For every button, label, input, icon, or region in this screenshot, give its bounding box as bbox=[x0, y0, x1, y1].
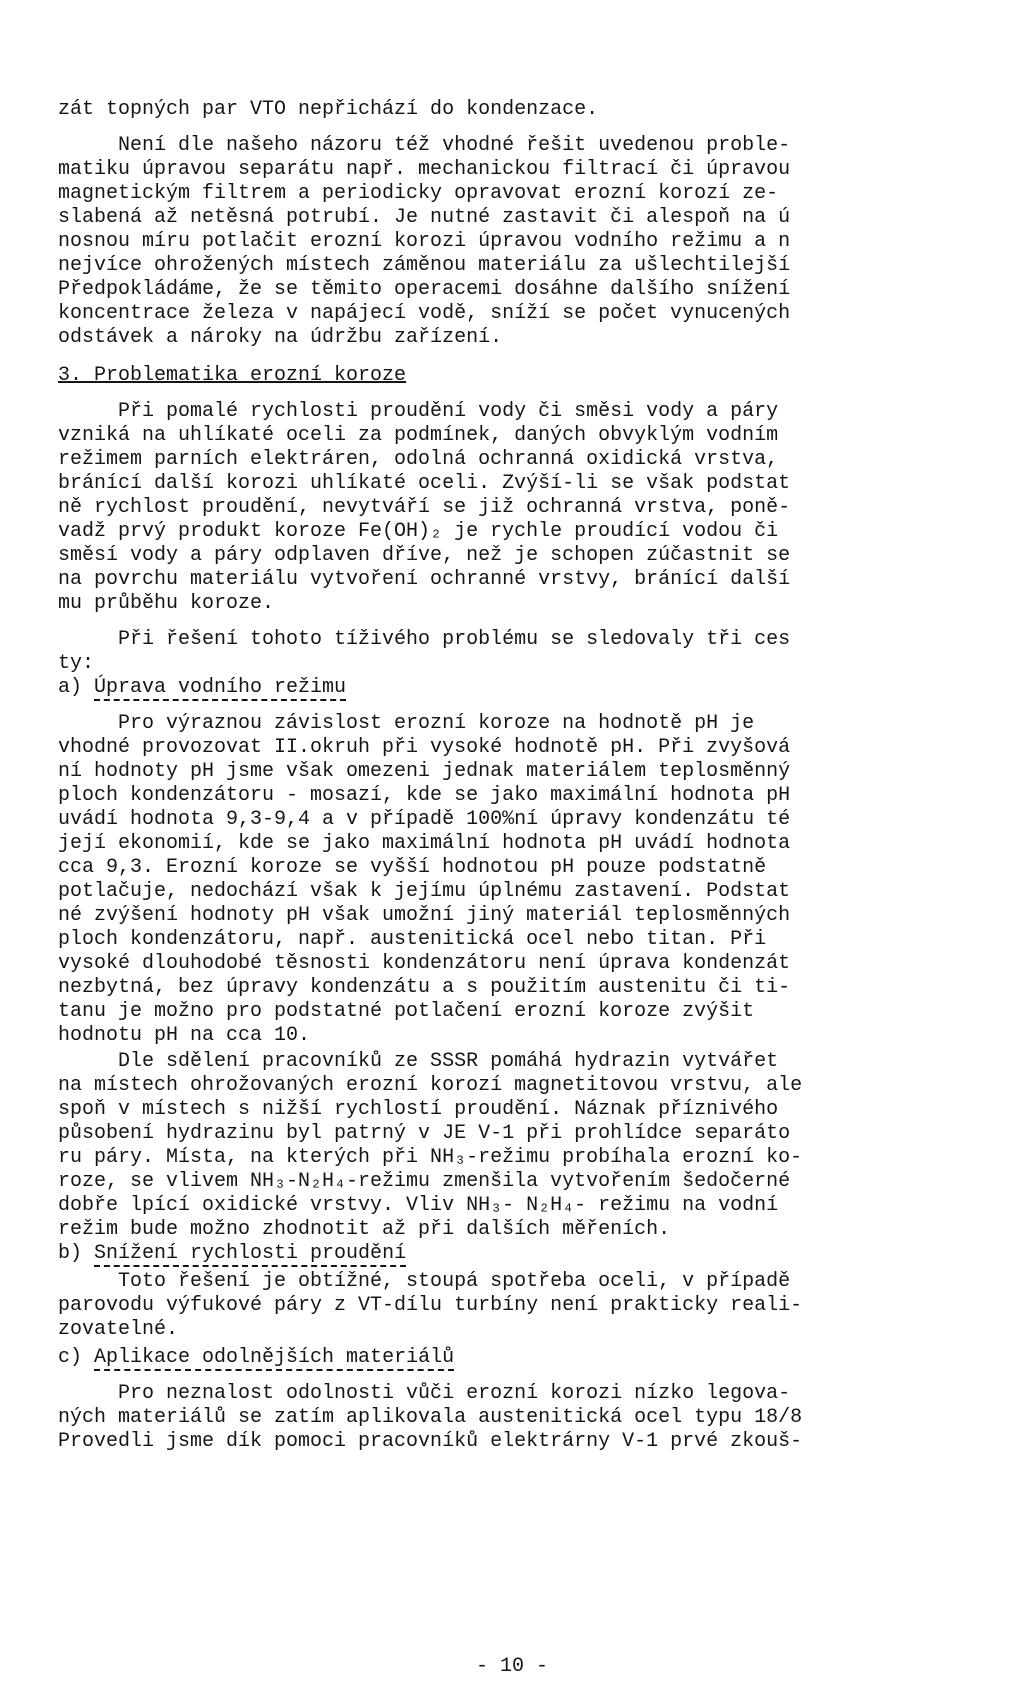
intro-paragraph bbox=[58, 98, 1024, 122]
text-line: na místech ohrožovaných erozní korozí magnetitovou vrstvu, ale bbox=[58, 1074, 803, 1097]
text-line: tanu je možno pro podstatné potlačení erozní koroze zvýšit bbox=[58, 1000, 755, 1023]
text-line: vzniká na uhlíkaté oceli za podmínek, daných obvyklým vodním bbox=[58, 424, 779, 447]
item-c-title: Aplikace odolnějších materiálů bbox=[94, 1346, 455, 1369]
text-line: vadž prvý produkt koroze Fe(OH)₂ je rychle proudící vodou či bbox=[58, 520, 779, 543]
item-a-title: Úprava vodního režimu bbox=[94, 676, 347, 699]
text-line: cca 9,3. Erozní koroze se vyšší hodnotou pH pouze podstatně bbox=[58, 856, 767, 879]
text-line: nejvíce ohrožených místech záměnou materiálu za ušlechtilejší bbox=[58, 254, 791, 277]
paragraph-three-paths bbox=[58, 628, 1024, 676]
text-line: slabená až netěsná potrubí. Je nutné zastavit či alespoň na ú bbox=[58, 206, 791, 229]
text-line: potlačuje, nedochází však k jejímu úplnému zastavení. Podstat bbox=[58, 880, 791, 903]
text-line: koncentrace železa v napájecí vodě, sníží se počet vynucených bbox=[58, 302, 791, 325]
item-c-heading bbox=[58, 1346, 454, 1370]
paragraph-flow-reduction bbox=[58, 1270, 1024, 1342]
text-line: uvádí hodnota 9,3-9,4 a v případě 100%ní úpravy kondenzátu té bbox=[58, 808, 791, 831]
item-a-label: a) bbox=[58, 676, 95, 699]
text-line: její ekonomií, kde se jako maximální hodnota pH uvádí hodnota bbox=[58, 832, 791, 855]
paragraph-erosion-mechanism bbox=[58, 400, 1024, 616]
text-line: matiku úpravou separátu např. mechanickou filtrací či úpravou bbox=[58, 158, 791, 181]
text-line: parovodu výfukové páry z VT-dílu turbíny není prakticky reali- bbox=[58, 1294, 803, 1317]
text-line: ní hodnoty pH jsme však omezeni jednak materiálem teplosměnný bbox=[58, 760, 791, 783]
paragraph-separator-treatment bbox=[58, 134, 1024, 350]
text-line: ty: bbox=[58, 652, 95, 675]
text-line: Dle sdělení pracovníků ze SSSR pomáhá hydrazin vytvářet bbox=[58, 1050, 779, 1073]
text-line: Předpokládáme, že se těmito operacemi dosáhne dalšího snížení bbox=[58, 278, 791, 301]
text-line: zovatelné. bbox=[58, 1318, 179, 1341]
paragraph-hydrazine bbox=[58, 1050, 1024, 1242]
text-line: vhodné provozovat II.okruh při vysoké hodnotě pH. Při zvyšová bbox=[58, 736, 791, 759]
text-line: odstávek a nároky na údržbu zařízení. bbox=[58, 326, 503, 349]
text-line: hodnotu pH na cca 10. bbox=[58, 1024, 311, 1047]
item-a-heading bbox=[58, 676, 346, 700]
text-line: Pro neznalost odolnosti vůči erozní korozi nízko legova- bbox=[58, 1382, 791, 1405]
text-line: režimem parních elektráren, odolná ochranná oxidická vrstva, bbox=[58, 448, 779, 471]
text-line: zát topných par VTO nepřichází do kondenzace. bbox=[58, 98, 599, 121]
text-line: nezbytná, bez úpravy kondenzátu a s použitím austenitu či ti- bbox=[58, 976, 791, 999]
text-line: ru páry. Místa, na kterých při NH₃-režimu probíhala erozní ko- bbox=[58, 1146, 803, 1169]
item-b-title: Snížení rychlosti proudění bbox=[94, 1242, 407, 1265]
text-line: ploch kondenzátoru - mosazí, kde se jako maximální hodnota pH bbox=[58, 784, 791, 807]
item-b-heading bbox=[58, 1242, 406, 1266]
item-c-label: c) bbox=[58, 1346, 95, 1369]
text-line: magnetickým filtrem a periodicky opravovat erozní korozí ze- bbox=[58, 182, 779, 205]
text-line: Provedli jsme dík pomoci pracovníků elektrárny V-1 prvé zkouš- bbox=[58, 1430, 803, 1453]
text-line: působení hydrazinu byl patrný v JE V-1 při prohlídce separáto bbox=[58, 1122, 791, 1145]
text-line: bránící další korozi uhlíkaté oceli. Zvýší-li se však podstat bbox=[58, 472, 791, 495]
text-line: vysoké dlouhodobé těsnosti kondenzátoru není úprava kondenzát bbox=[58, 952, 791, 975]
text-line: ných materiálů se zatím aplikovala austenitická ocel typu 18/8 bbox=[58, 1406, 803, 1429]
text-line: Pro výraznou závislost erozní koroze na hodnotě pH je bbox=[58, 712, 755, 735]
text-line: na povrchu materiálu vytvoření ochranné vrstvy, bránící další bbox=[58, 568, 791, 591]
text-line: nosnou míru potlačit erozní korozi úpravou vodního režimu a n bbox=[58, 230, 791, 253]
paragraph-ph-regime bbox=[58, 712, 1024, 1048]
item-b-label: b) bbox=[58, 1242, 95, 1265]
text-line: mu průběhu koroze. bbox=[58, 592, 275, 615]
text-line: režim bude možno zhodnotit až při dalších měřeních. bbox=[58, 1218, 671, 1241]
page-number: - 10 - bbox=[475, 1655, 548, 1678]
text-line: Toto řešení je obtížné, stoupá spotřeba oceli, v případě bbox=[58, 1270, 791, 1293]
text-line: dobře lpící oxidické vrstvy. Vliv NH₃- N₂H₄- režimu na vodní bbox=[58, 1194, 779, 1217]
text-line: né zvýšení hodnoty pH však umožní jiný materiál teplosměnných bbox=[58, 904, 791, 927]
paragraph-materials bbox=[58, 1382, 1024, 1454]
text-line: ploch kondenzátoru, např. austenitická ocel nebo titan. Při bbox=[58, 928, 767, 951]
text-line: spoň v místech s nižší rychlostí proudění. Náznak příznivého bbox=[58, 1098, 779, 1121]
text-line: Při řešení tohoto tíživého problému se sledovaly tři ces bbox=[58, 628, 791, 651]
text-line: Při pomalé rychlosti proudění vody či směsi vody a páry bbox=[58, 400, 779, 423]
text-line: Není dle našeho názoru též vhodné řešit uvedenou proble- bbox=[58, 134, 791, 157]
text-line: roze, se vlivem NH₃-N₂H₄-režimu zmenšila vytvořením šedočerné bbox=[58, 1170, 791, 1193]
text-line: ně rychlost proudění, nevytváří se již ochranná vrstva, poně- bbox=[58, 496, 791, 519]
section-3-heading: 3. Problematika erozní koroze bbox=[58, 364, 407, 387]
text-line: směsí vody a páry odplaven dříve, než je schopen zúčastnit se bbox=[58, 544, 791, 567]
